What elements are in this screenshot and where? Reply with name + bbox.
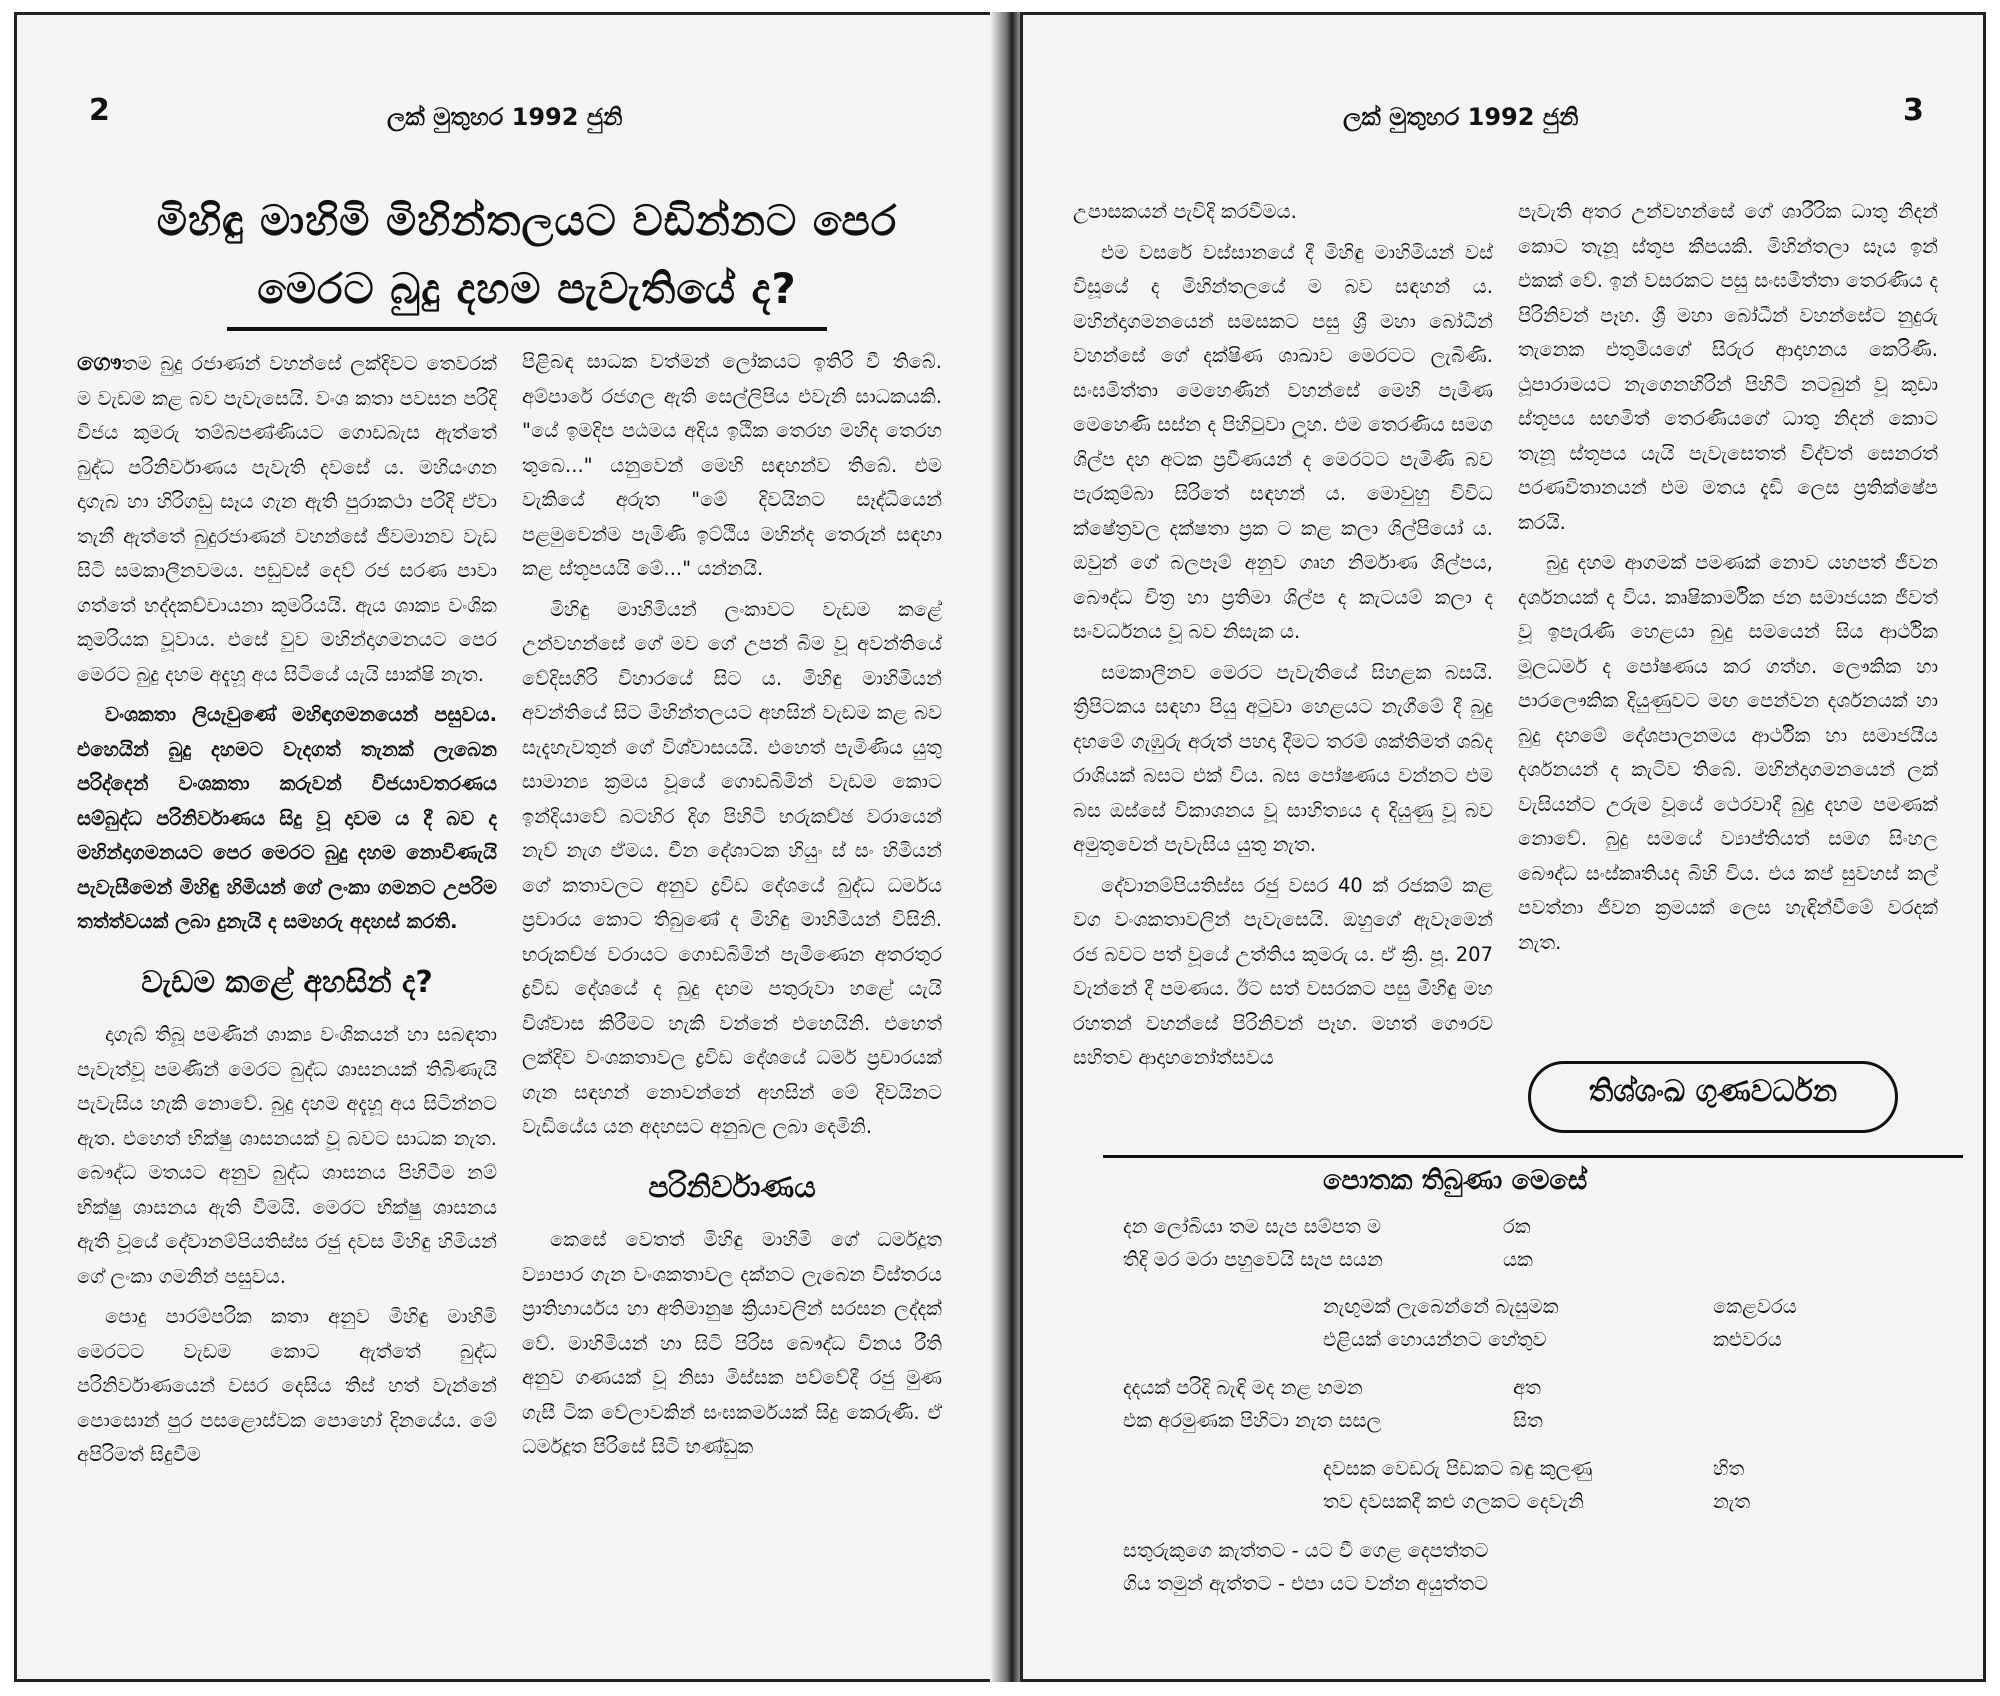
article-title-line2: මෙරට බුදු දහම පැවැතියේ ද? <box>257 264 797 313</box>
paragraph: දාගැබ් තිබූ පමණින් ශාක්‍ය වංශිකයන් හා සබඳතා පැවැත්වූ පමණින් මෙරට බුද්ධ ශාසනයක් තිබිණැයි පැවැසිය හැකි නොවේ. බුදු දහම අදැහූ අය සිටින්නට ඇත. එහෙත් භික්ෂු ශාසනයක් වූ බවට සාධක නැත. බෞද්ධ මතයට අනුව බුද්ධ ශාසනය පිහිටීම නම් භික්ෂු ශාසනය ඇති වීමයි. මෙරට භික්ෂු ශාසනය ඇති වූයේ දේවානම්පියතිස්ස රජු දවස මිහිඳු හිමියන් ගේ ලංකා ගමනින් පසුවය. <box>77 1023 497 1288</box>
subheading: පරිනිර්වාණය <box>648 1169 816 1205</box>
poem-line: යක <box>1503 1248 1533 1271</box>
poem-title: පොතක තිබුණා මෙසේ <box>1323 1165 1588 1196</box>
paragraph: බුදු දහම ආගමක් පමණක් නොව යහපත් ජීවන දර්ශනයක් ද විය. කෘෂිකාර්මික ජන සමාජයක ජීවත් වූ ඉපැරැණි හෙළයා බුදු සමයෙන් සිය ආර්ථික මූලධර්ම ද පෝෂණය කර ගත්හ. ලෞකික හා පාරලෞකික දියුණුවට මඟ පෙන්වන දර්ශනයක් හා බුදු දහමේ දේශපාලනමය ආර්ථික හා සමාජයීය දර්ශනයන් ද කැටිව තිබේ. මහින්දාගමනයෙන් ලක් වැසියන්ට උරුම වූයේ ථෙරවාදී බුදු දහම පමණක් නොවේ. බුදු සමයේ ව්‍යාප්තියත් සමග සිංහල බෞද්ධ සංස්කෘතියද බිහි විය. එය කප් සුවහස් කල් පවත්නා ජීවන ක්‍රමයක් ලෙස හැඳින්වීමේ වරදක් නැත. <box>1518 551 1938 954</box>
paragraph: පිළිබඳ සාධක වත්මන් ලෝකයට ඉතිරි වී තිබේ. අම්පාරේ රජගල ඇති සෙල්ලිපිය එවැනි සාධකයකි. "යේ ඉමදිප පඨමය අදිය ඉඨික තෙරහ මහිද තෙරහ තුබෙ..." යනුවෙන් මෙහි සඳහන්ව තිබේ. එම වැකියේ අරුත "මේ දිවයිනට සෑද්ධියෙන් පළමුවෙන්ම පැමිණි ඉට්ඨිය මහින්ද තෙරුන් සඳහා කළ ස්තූපයයි මේ..." යන්නයි. <box>522 350 942 580</box>
poem-line: නැත <box>1713 1490 1751 1513</box>
section-divider <box>1103 1155 1963 1158</box>
drop-cap: ගෞ <box>77 348 122 376</box>
poem-line: එක අරමුණක පිහිටා නැත සසල <box>1123 1409 1382 1432</box>
poem-line: දවසක වෙඩරු පිඩකට බඳු කුලණු <box>1323 1457 1593 1480</box>
author-byline: තිශ්ශංඛ ගුණවර්ධන <box>1528 1061 1898 1133</box>
poem-line: කළුවරය <box>1713 1328 1782 1351</box>
page-number: 2 <box>89 93 110 128</box>
paragraph <box>77 345 497 692</box>
article-title-line1: මිහිඳු මාහිමි මිහින්තලයට වඩින්නට පෙර <box>156 196 898 245</box>
paragraph: පොදු පාරම්පරික කතා අනුව මිහිඳු මාහිමි මෙරටට වැඩම කොට ඇත්තේ බුද්ධ පරිනිර්වාණයෙන් වසර දෙසිය තිස් හත් වැන්නේ පොසොන් පුර පසළොස්වක පොහෝ දිනයේය. මේ අපිරිමත් සිදුවීම <box>77 1305 497 1466</box>
left-column-1 <box>77 345 497 1675</box>
poem-line: හිත <box>1713 1457 1745 1480</box>
running-head: ලක් මුතුහර 1992 ජුනි <box>387 103 623 131</box>
poem-line: දන ලෝබියා තම සැප සම්පත ම <box>1123 1215 1382 1238</box>
paragraph: එම වසරේ වස්සානයේ දී මිහිඳු මාහිමියන් වස් විසූයේ ද මිහින්තලයේ ම බව සඳහන් ය. මහින්දාගමනයෙන් සමසකට පසු ශ්‍රී මහා බෝධීන් වහන්සේ ගේ දක්ෂිණ ශාඛාව මෙරටට ලැබිණි. සංඝමිත්තා මෙහෙණින් වහන්සේ මෙහි පැමිණ මෙහෙණි සස්න ද පිහිටුවා ලූහ. එම තෙරණිය සමග ශිල්ප දහ අටක ප්‍රවීණයන් ද මෙරටට පැමිණි බව පැරකුම්බා සිරිතේ සඳහන් ය. මොවුහු විවිධ ක්ෂේත්‍රවල දක්ෂතා ප්‍රක ට කළ කලා ශිල්පියෝ ය. ඔවුන් ගේ බලපෑම් අනුව ගෘහ නිර්මාණ ශිල්පය, බෞද්ධ චිත්‍ර හා ප්‍රතිමා ශිල්ප ද කැටයම් කලා ද සංවර්ධනය වූ බව නිසැක ය. <box>1073 240 1493 643</box>
poem-line: සිත <box>1513 1409 1543 1432</box>
poem-line: තිදි මර මරා පහුවෙයි සැප සයන <box>1123 1248 1383 1271</box>
poem-line: දදයක් පරිදි බැඳි මද නළ හමන <box>1123 1376 1363 1399</box>
paragraph: කෙසේ වෙතත් මිහිඳු මාහිමි ගේ ධර්මදූත ව්‍යාපාර ගැන වංශකතාවල දක්නට ලැබෙන විස්තරය ප්‍රාතිහාර්යය හා අතිමානුෂ ක්‍රියාවලින් සරසන ලද්දක් වේ. මාහිමියන් හා සිටි පිරිස බෞද්ධ විනය රීති අනුව ගණයක් වූ නිසා මිස්සක පව්වේදී රජු මුණ ගැසී ටික වේලාවකින් සංඝකර්මයක් සිදු කෙරුණි. ඒ ධර්මදූත පිරිසේ සිටි භණ්ඩුක <box>522 1228 942 1458</box>
poem-line: ගිය තමුන් ඇත්තට - එපා යට වන්න අයුත්තට <box>1123 1572 1488 1595</box>
subheading: වැඩම කළේ අහසින් ද? <box>141 964 433 1000</box>
title-underline <box>227 327 827 331</box>
left-column-2 <box>522 345 942 1675</box>
right-column-1 <box>1073 195 1493 1155</box>
left-page <box>14 12 1014 1682</box>
paragraph: සමකාලීනව මෙරට පැවැතියේ සිහළක බසයි. ත්‍රිපිටකය සඳහා පියු අටුවා හෙළයට නැගීමේ දී බුදු දහමේ ගැඹුරු අරුත් පහදා දීමට තරම් ශක්තිමත් ශබ්ද රාශියක් බසට එක් විය. බස පෝෂණය වන්නට එම බස ඔස්සේ විකාශනය වූ සාහිත්‍යය ද දියුණු වූ බව අමුතුවෙන් පැවැසිය යුතු නැත. <box>1073 660 1493 856</box>
paragraph-text: තම බුදු රජාණන් වහන්සේ ලක්දිවට තෙවරක් ම වැඩම කළ බව පැවැසෙයි. වංශ කතා පවසන පරිදි විජය කුමරු තම්බපණ්ණියට ගොඩබැස ඇත්තේ බුද්ධ පරිනිර්වාණය පැවැති දවසේ ය. මහියංගන දාගැබ හා හිරිගඩු සෑය ගැන ඇති පුරාකථා පරිදි ඒවා තැනී ඇත්තේ බුදුරජාණන් වහන්සේ ජීවමානව වැඩ සිටි සමකාලීනවමය. පඩුවස් දෙව් රජ සරණ පාවා ගත්තේ භද්දකච්චායනා කුමරියයි. ඇය ශාක්‍ය වංශික කුමරියක වූවාය. එසේ වුව මහින්දාගමනයට පෙර මෙරට බුදු දහම අදැහූ අය සිටියේ යැයි සාක්ෂි නැත. <box>77 352 497 686</box>
paragraph: දේවානම්පියතිස්ස රජු වසර 40 ක් රජකම් කළ වග වංශකතාවලින් පැවැසෙයි. ඔහුගේ ඇවෑමෙන් රජ බවට පත් වූයේ උත්තිය කුමරු ය. ඒ ක්‍රි. පූ. 207 වැන්නේ දී පමණය. ඊට සත් වසරකට පසු මිහිඳු මහ රහතන් වහන්සේ පිරිනිවන් පෑහ. මහත් ගෞරව සහිතව ආදාහනෝත්සවය <box>1073 873 1493 1069</box>
poem-line: තව දවසකදී කළු ගලකට දෙවැනි <box>1323 1490 1584 1513</box>
poem-line: සතුරුකුගෙ කැත්තට - යට වී ගෙළ දෙපත්තට <box>1123 1539 1489 1562</box>
paragraph: පැවැති අතර උන්වහන්සේ ගේ ශාරීරික ධාතු නිදන් කොට තැනූ ස්තූප කීපයකි. මිහින්තලා සෑය ඉන් එකක් වේ. ඉන් වසරකට පසු සංඝමිත්තා තෙරණිය ද පිරිනිවන් පෑහ. ශ්‍රී මහා බෝධීන් වහන්සේට නුදුරු තැනෙක එතුමියගේ සිරුර ආදාහනය කෙරිණි. ථූපාරාමයට නැගෙනහිරින් පිහිටි නටබුන් වූ කුඩා ස්තූපය සඟමිත් තෙරණියගේ ධාතු නිදන් කොට තැනූ ස්තූපය යැයි පැවැසෙතත් විද්වත් සෙනරත් පරණවිතානයන් එම මතය දැඩි ලෙස ප්‍රතික්ෂේප කරයි. <box>1518 200 1938 534</box>
poem-line: එළියක් හොයන්නට හේතුව <box>1323 1328 1547 1351</box>
paragraph: උපාසකයන් පැවිදි කරවීමය. <box>1073 200 1297 223</box>
poem-line: කෙළවරය <box>1713 1295 1797 1318</box>
page-number: 3 <box>1903 93 1924 128</box>
right-page <box>1020 12 1986 1682</box>
paragraph: වංශකතා ලියැවුණේ මහිඳාගමනයෙන් පසුවය. එහෙයින් බුදු දහමට වැදගත් තැනක් ලැබෙන පරිද්දෙන් වංශකතා කරුවන් විජයාවතරණය සම්බුද්ධ පරිනිර්වාණය සිදු වූ දාවම ය දී බව ද මහින්දාගමනයට පෙර මෙරට බුදු දහම නොවිණැයි පැවැසීමෙන් මිහිඳු හිමියන් ගේ ලංකා ගමනට උපරිම තත්ත්වයක් ලබා දුනැයි ද සමහරු අදහස් කරති. <box>77 703 497 933</box>
poem-line: නැඟුමක් ලැබෙන්නේ බැසුමක <box>1323 1295 1559 1318</box>
poem-line: අත <box>1513 1376 1541 1399</box>
running-head: ලක් මුතුහර 1992 ජුනි <box>1343 103 1579 131</box>
paragraph: මිහිඳු මාහිමියන් ලංකාවට වැඩම කළේ උන්වහන්සේ ගේ මව ගේ උපන් බිම වූ අවන්තියේ වේදිසගිරි විහාරයේ සිට ය. මිහිඳු මාහිමියන් අවන්තියේ සිට මිහින්තලයට අහසින් වැඩම කළ බව සැදැහැවතුන් ගේ විශ්වාසයයි. එහෙත් පැමිණිය යුතු සාමාන්‍ය ක්‍රමය වූයේ ගොඩබිමින් වැඩම කොට ඉන්දියාවේ බටහිර දිග පිහිටි භරුකච්ඡ වරායෙන් නැව් නැග ඒමය. චීන දේශාටක හියුං ස් සං හිමියන් ගේ කතාවලට අනුව ද්‍රවිඩ දේශයේ බුද්ධ ධර්මය ප්‍රචාරය කොට තිබුණේ ද මිහිඳු මාහිමියන් විසිනි. භරුකච්ඡ වරායට ගොඩබිමින් පැමිණෙන අතරතුර ද්‍රවිඩ දේශයේ ද බුදු දහම පතුරුවා හළේ යැයි විශ්වාස කිරීමට හැකි වන්නේ එහෙයිනි. එහෙත් ලක්දිව වංශකතාවල ද්‍රවිඩ දේශයේ ධර්ම ප්‍රචාරයක් ගැන සඳහන් නොවන්නේ අහසින් මේ දිවයිනට වැඩියේය යන අදහසට අනුබල ලබා දෙමිනි. <box>522 597 942 1138</box>
right-column-2 <box>1518 195 1938 1055</box>
poem-line: රක <box>1503 1215 1531 1238</box>
